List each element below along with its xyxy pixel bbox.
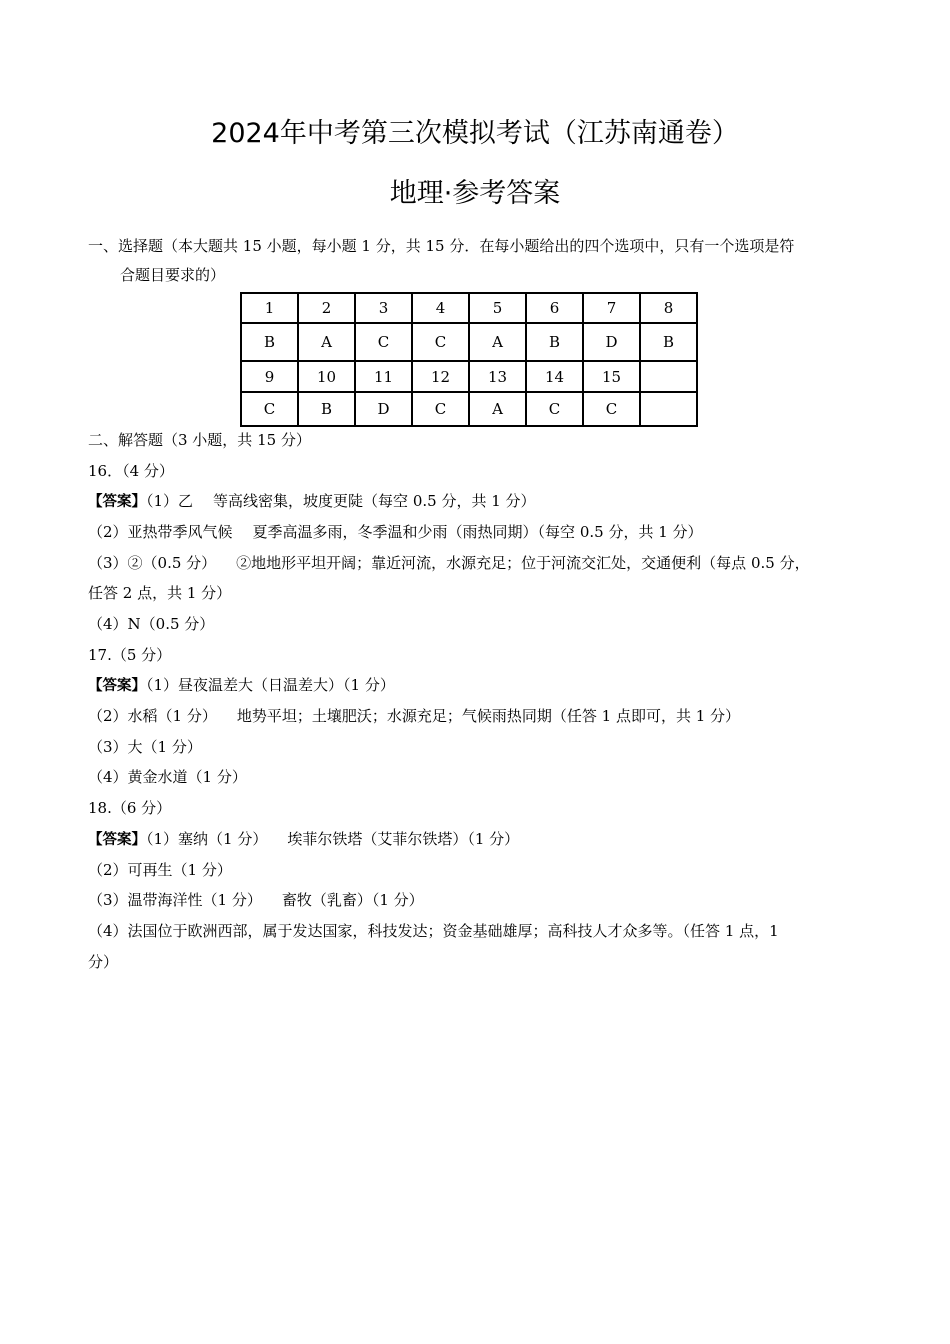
table-cell: 15 (583, 361, 640, 392)
answer-tag: 【答案】 (88, 494, 146, 510)
q16-line3 (88, 553, 868, 573)
table-cell: 6 (526, 293, 583, 323)
q16-p1b: 等高线密集，坡度更陡（每空 0.5 分，共 1 分） (213, 492, 536, 510)
table-cell: 14 (526, 361, 583, 392)
q18-p1b: 埃菲尔铁塔（艾菲尔铁塔）（1 分） (287, 830, 520, 848)
table-cell: 13 (469, 361, 526, 392)
q18-line2: （2）可再生（1 分） (88, 861, 232, 879)
table-row (241, 392, 697, 426)
q16-line2 (88, 522, 868, 542)
table-cell: 11 (355, 361, 412, 392)
table-cell: 10 (298, 361, 355, 392)
table-cell: D (355, 392, 412, 426)
q18-p1a: （1）塞纳（1 分） (146, 830, 268, 848)
table-cell: C (526, 392, 583, 426)
table-cell: 4 (412, 293, 469, 323)
q16-line4: （4）N（0.5 分） (88, 615, 215, 633)
table-row (241, 293, 697, 323)
table-cell: 7 (583, 293, 640, 323)
q17-line1 (88, 675, 868, 696)
table-cell: B (640, 323, 697, 361)
q17-p2b: 地势平坦；土壤肥沃；水源充足；气候雨热同期（任答 1 点即可，共 1 分） (236, 707, 741, 725)
q18-line4: （4）法国位于欧洲西部，属于发达国家，科技发达；资金基础雄厚；高科技人才众多等。（任答 1 点，1 (88, 922, 779, 940)
section1-heading-cont: 合题目要求的） (120, 266, 226, 284)
q16-line3-cont: 任答 2 点，共 1 分） (88, 584, 232, 602)
table-cell: 1 (241, 293, 298, 323)
table-cell: 5 (469, 293, 526, 323)
table-cell: 9 (241, 361, 298, 392)
q17-number: 17.（5 分） (88, 646, 172, 664)
q18-p3a: （3）温带海洋性（1 分） (88, 891, 262, 909)
table-row (241, 323, 697, 361)
section1-heading: 一、选择题（本大题共 15 小题，每小题 1 分，共 15 分．在每小题给出的四个选项中，只有一个选项是符 (88, 237, 795, 255)
q18-line4-cont: 分） (88, 953, 119, 971)
table-cell: 8 (640, 293, 697, 323)
table-cell: 3 (355, 293, 412, 323)
q16-p2a: （2）亚热带季风气候 (88, 523, 233, 541)
q18-number: 18.（6 分） (88, 799, 172, 817)
table-cell: A (298, 323, 355, 361)
table-cell: B (526, 323, 583, 361)
table-cell (640, 361, 697, 392)
table-cell: C (583, 392, 640, 426)
q18-line1 (88, 829, 868, 850)
table-cell: 2 (298, 293, 355, 323)
answer-tag: 【答案】 (88, 832, 146, 848)
table-cell: A (469, 392, 526, 426)
q16-p3b: ②地地形平坦开阔；靠近河流，水源充足；位于河流交汇处，交通便利（每点 0.5 分， (236, 554, 810, 572)
table-cell: C (412, 323, 469, 361)
table-cell: B (298, 392, 355, 426)
table-cell: A (469, 323, 526, 361)
q16-p3a: （3）②（0.5 分） (88, 554, 217, 572)
table-cell: C (412, 392, 469, 426)
section2-heading: 二、解答题（3 小题，共 15 分） (88, 431, 311, 449)
q18-p3b: 畜牧（乳畜）（1 分） (281, 891, 424, 909)
q17-line3: （3）大（1 分） (88, 738, 202, 756)
table-cell: C (355, 323, 412, 361)
q16-p1a: （1）乙 (146, 492, 194, 510)
q17-line4: （4）黄金水道（1 分） (88, 768, 247, 786)
table-cell: D (583, 323, 640, 361)
q16-line1 (88, 491, 868, 512)
page-title: 2024年中考第三次模拟考试（江苏南通卷） (211, 118, 739, 149)
table-cell: B (241, 323, 298, 361)
table-cell (640, 392, 697, 426)
answer-table (240, 292, 698, 427)
q17-p2a: （2）水稻（1 分） (88, 707, 217, 725)
page-subtitle: 地理·参考答案 (389, 178, 561, 209)
q16-number: 16．（4 分） (88, 462, 174, 480)
q17-p1: （1）昼夜温差大（日温差大）（1 分） (146, 676, 395, 694)
table-cell: C (241, 392, 298, 426)
table-cell: 12 (412, 361, 469, 392)
table-row (241, 361, 697, 392)
q16-p2b: 夏季高温多雨，冬季温和少雨（雨热同期）（每空 0.5 分，共 1 分） (252, 523, 703, 541)
q18-line3 (88, 890, 868, 910)
q17-line2 (88, 706, 868, 726)
answer-tag: 【答案】 (88, 678, 146, 694)
